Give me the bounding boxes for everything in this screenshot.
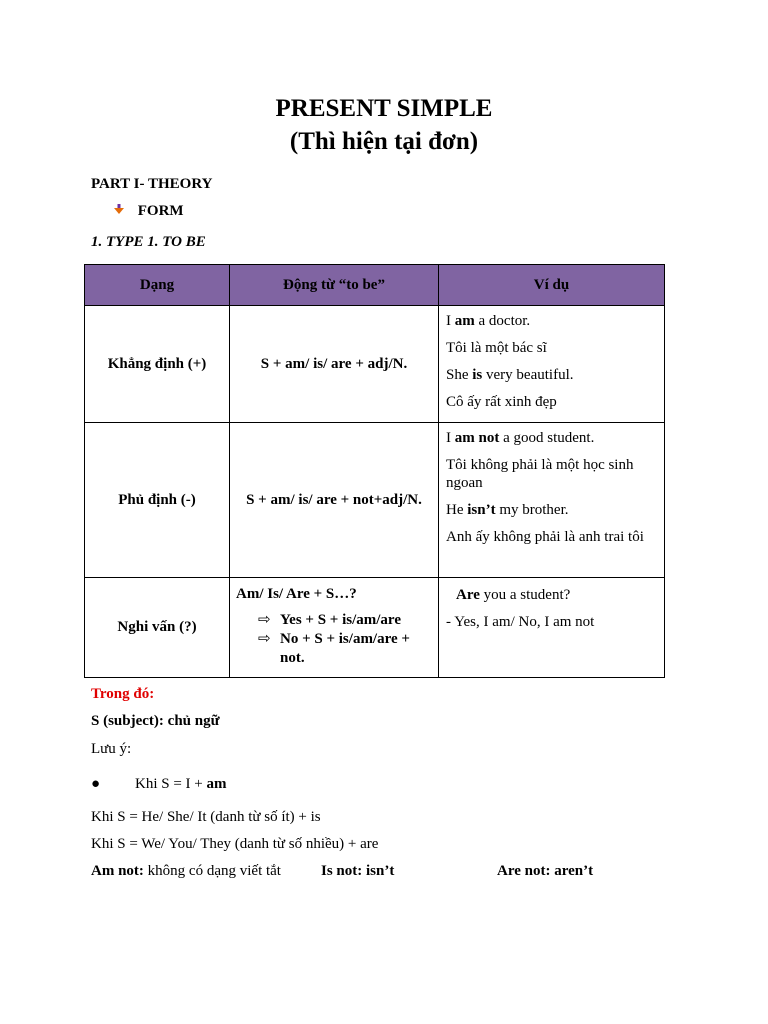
page-subtitle: (Thì hiện tại đơn) xyxy=(289,128,479,155)
example-line: Tôi là một bác sĩ xyxy=(446,340,547,356)
bullet-dot-icon: ● xyxy=(91,776,101,792)
example-line: Tôi không phải là một học sinh ngoan xyxy=(446,457,634,491)
form-item xyxy=(114,203,184,220)
table-header-row xyxy=(85,265,665,306)
header-dang: Dạng xyxy=(85,265,230,306)
part-heading: PART I- THEORY xyxy=(91,176,213,192)
question-form: Am/ Is/ Are + S…? xyxy=(236,586,357,602)
example-line: He isn’t my brother. xyxy=(446,502,569,518)
subject-note: S (subject): chủ ngữ xyxy=(91,713,220,729)
example-line: She is very beautiful. xyxy=(446,367,574,383)
table-row-question xyxy=(85,578,665,678)
to-be-table xyxy=(84,264,665,678)
am-not-note: Am not: không có dạng viết tắt xyxy=(91,863,281,879)
example-line: - Yes, I am/ No, I am not xyxy=(446,614,595,630)
answer-no: ⇨ No + S + is/am/are + not. xyxy=(236,630,432,668)
affirmative-examples xyxy=(439,306,665,423)
affirmative-label: Khẳng định (+) xyxy=(85,306,230,423)
table-row-affirmative xyxy=(85,306,665,423)
example-line: Anh ấy không phải là anh trai tôi xyxy=(446,529,644,545)
example-line: Cô ấy rất xinh đẹp xyxy=(446,394,557,410)
bullet-item: ● Khi S = I + am xyxy=(91,776,227,792)
right-arrow-icon: ⇨ xyxy=(258,612,271,628)
question-label: Nghi vấn (?) xyxy=(85,578,230,678)
example-line: I am not a good student. xyxy=(446,430,595,446)
question-form-cell xyxy=(230,578,439,678)
type-heading: 1. TYPE 1. TO BE xyxy=(91,234,206,250)
question-examples xyxy=(439,578,665,678)
answer-yes: ⇨ Yes + S + is/am/are xyxy=(236,611,432,630)
header-dong-tu: Động từ “to be” xyxy=(230,265,439,306)
luu-y-label: Lưu ý: xyxy=(91,741,132,757)
trong-do-label: Trong đó: xyxy=(91,686,155,702)
form-label: FORM xyxy=(137,203,184,219)
affirmative-form: S + am/ is/ are + adj/N. xyxy=(230,306,439,423)
he-she-it-note: Khi S = He/ She/ It (danh từ số ít) + is xyxy=(91,809,321,825)
negative-examples xyxy=(439,423,665,578)
is-not-note: Is not: isn’t xyxy=(321,863,395,879)
page-title: PRESENT SIMPLE xyxy=(275,95,493,122)
negative-form: S + am/ is/ are + not+adj/N. xyxy=(230,423,439,578)
right-arrow-icon: ⇨ xyxy=(258,631,271,647)
are-not-note: Are not: aren’t xyxy=(497,863,594,879)
table-row-negative xyxy=(85,423,665,578)
negative-label: Phủ định (-) xyxy=(85,423,230,578)
header-vi-du: Ví dụ xyxy=(439,265,665,306)
example-line: Are you a student? xyxy=(456,587,571,603)
example-line: I am a doctor. xyxy=(446,313,531,329)
arrow-down-bullet-icon xyxy=(114,203,124,215)
we-you-they-note: Khi S = We/ You/ They (danh từ số nhiều) + are xyxy=(91,836,379,852)
